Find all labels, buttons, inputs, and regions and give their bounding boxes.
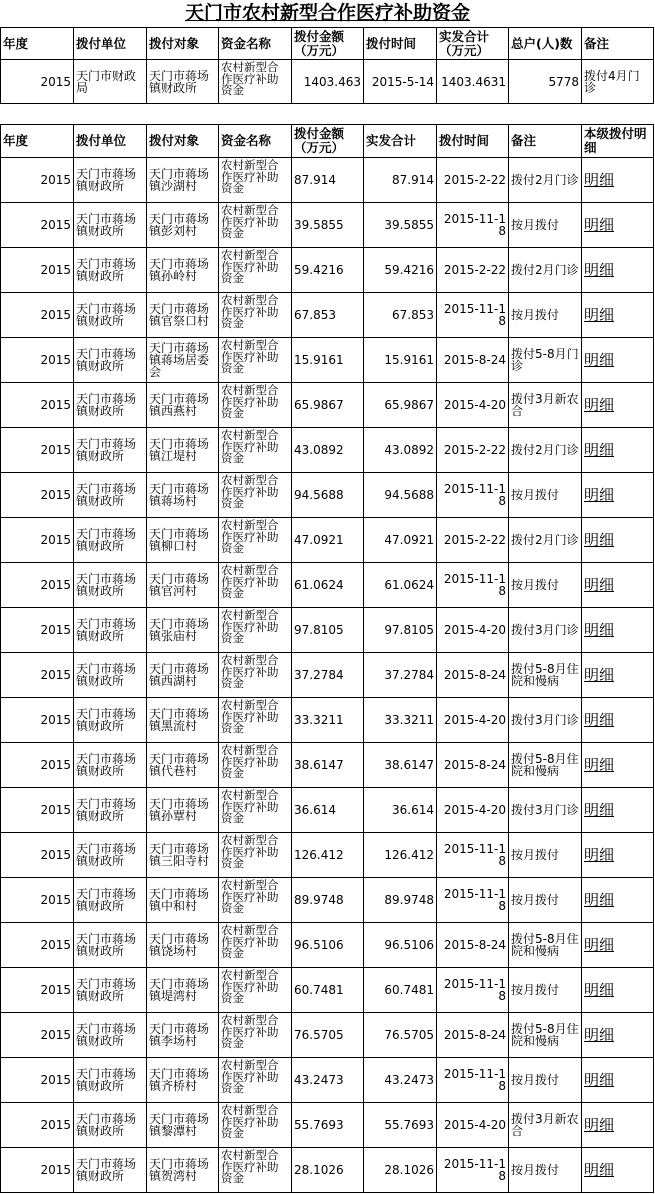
detail-year: 2015	[1, 428, 74, 473]
detail-amount: 47.0921	[292, 518, 364, 563]
detail-unit: 天门市蒋场镇财政所	[74, 878, 147, 923]
detail-date: 2015-8-24	[437, 338, 509, 383]
detail-unit: 天门市蒋场镇财政所	[74, 968, 147, 1013]
summary-row	[1, 60, 654, 104]
detail-note: 拨付5-8月住院和慢病	[509, 1013, 582, 1058]
detail-link-cell	[582, 248, 654, 293]
detail-target: 天门市蒋场镇代巷村	[147, 743, 219, 788]
table-row	[1, 1148, 654, 1193]
detail-header-cell: 拨付对象	[147, 125, 219, 158]
detail-total: 43.0892	[364, 428, 437, 473]
detail-fund: 农村新型合作医疗补助资金	[219, 338, 292, 383]
detail-target: 天门市蒋场镇蒋场居委会	[147, 338, 219, 383]
detail-note: 拨付3月门诊	[509, 788, 582, 833]
detail-amount: 89.9748	[292, 878, 364, 923]
table-row	[1, 698, 654, 743]
detail-year: 2015	[1, 788, 74, 833]
page-title: 天门市农村新型合作医疗补助资金	[184, 2, 470, 24]
detail-header-cell: 本级拨付明细	[582, 125, 654, 158]
detail-link[interactable]: 明细	[584, 395, 615, 414]
detail-header-row	[1, 125, 654, 158]
detail-date: 2015-11-18	[437, 878, 509, 923]
detail-note: 按月拨付	[509, 1148, 582, 1193]
summary-header-cell: 拨付时间	[364, 28, 437, 60]
detail-date: 2015-4-20	[437, 788, 509, 833]
table-row	[1, 563, 654, 608]
detail-link[interactable]: 明细	[584, 350, 615, 369]
detail-link[interactable]: 明细	[584, 755, 615, 774]
detail-amount: 43.2473	[292, 1058, 364, 1103]
detail-amount: 76.5705	[292, 1013, 364, 1058]
detail-date: 2015-4-20	[437, 698, 509, 743]
detail-table	[0, 124, 654, 1193]
summary-header-cell: 年度	[1, 28, 74, 60]
detail-total: 67.853	[364, 293, 437, 338]
detail-link-cell	[582, 203, 654, 248]
detail-target: 天门市蒋场镇官祭口村	[147, 293, 219, 338]
detail-total: 94.5688	[364, 473, 437, 518]
detail-amount: 37.2784	[292, 653, 364, 698]
detail-target: 天门市蒋场镇三阳寺村	[147, 833, 219, 878]
detail-unit: 天门市蒋场镇财政所	[74, 248, 147, 293]
summary-year: 2015	[1, 60, 74, 104]
detail-target: 天门市蒋场镇张庙村	[147, 608, 219, 653]
detail-unit: 天门市蒋场镇财政所	[74, 338, 147, 383]
detail-amount: 87.914	[292, 158, 364, 203]
detail-link-cell	[582, 833, 654, 878]
detail-header-cell: 拨付单位	[74, 125, 147, 158]
table-row	[1, 1103, 654, 1148]
detail-unit: 天门市蒋场镇财政所	[74, 1013, 147, 1058]
detail-amount: 15.9161	[292, 338, 364, 383]
detail-target: 天门市蒋场镇官河村	[147, 563, 219, 608]
detail-date: 2015-8-24	[437, 1013, 509, 1058]
detail-fund: 农村新型合作医疗补助资金	[219, 293, 292, 338]
detail-amount: 38.6147	[292, 743, 364, 788]
detail-total: 60.7481	[364, 968, 437, 1013]
table-row	[1, 1058, 654, 1103]
detail-target: 天门市蒋场镇黎潭村	[147, 1103, 219, 1148]
summary-target: 天门市蒋场镇财政所	[147, 60, 219, 104]
detail-date: 2015-8-24	[437, 743, 509, 788]
detail-target: 天门市蒋场镇贺湾村	[147, 1148, 219, 1193]
detail-note: 拨付2月门诊	[509, 158, 582, 203]
detail-date: 2015-11-18	[437, 833, 509, 878]
detail-fund: 农村新型合作医疗补助资金	[219, 203, 292, 248]
detail-unit: 天门市蒋场镇财政所	[74, 518, 147, 563]
detail-unit: 天门市蒋场镇财政所	[74, 1148, 147, 1193]
detail-total: 97.8105	[364, 608, 437, 653]
detail-date: 2015-11-18	[437, 1058, 509, 1103]
detail-link-cell	[582, 1013, 654, 1058]
detail-link-cell	[582, 653, 654, 698]
detail-total: 89.9748	[364, 878, 437, 923]
detail-unit: 天门市蒋场镇财政所	[74, 473, 147, 518]
detail-date: 2015-2-22	[437, 248, 509, 293]
detail-link-cell	[582, 428, 654, 473]
detail-total: 39.5855	[364, 203, 437, 248]
detail-total: 47.0921	[364, 518, 437, 563]
detail-note: 拨付3月门诊	[509, 698, 582, 743]
detail-note: 按月拨付	[509, 878, 582, 923]
summary-note: 拨付4月门诊	[582, 60, 654, 104]
detail-note: 拨付3月门诊	[509, 608, 582, 653]
summary-header-cell: 资金名称	[219, 28, 292, 60]
detail-link-cell	[582, 878, 654, 923]
detail-link[interactable]: 明细	[584, 890, 615, 909]
detail-link-cell	[582, 743, 654, 788]
detail-unit: 天门市蒋场镇财政所	[74, 158, 147, 203]
detail-link-cell	[582, 698, 654, 743]
detail-note: 拨付5-8月门诊	[509, 338, 582, 383]
detail-link-cell	[582, 293, 654, 338]
detail-link-cell	[582, 473, 654, 518]
detail-header-cell: 年度	[1, 125, 74, 158]
detail-target: 天门市蒋场镇西湖村	[147, 653, 219, 698]
detail-link-cell	[582, 608, 654, 653]
detail-unit: 天门市蒋场镇财政所	[74, 1058, 147, 1103]
table-row	[1, 608, 654, 653]
detail-date: 2015-4-20	[437, 608, 509, 653]
table-row	[1, 428, 654, 473]
detail-fund: 农村新型合作医疗补助资金	[219, 518, 292, 563]
detail-target: 天门市蒋场镇饶场村	[147, 923, 219, 968]
summary-fund: 农村新型合作医疗补助资金	[219, 60, 292, 104]
detail-year: 2015	[1, 653, 74, 698]
detail-total: 96.5106	[364, 923, 437, 968]
detail-date: 2015-4-20	[437, 383, 509, 428]
detail-total: 37.2784	[364, 653, 437, 698]
detail-note: 拨付2月门诊	[509, 518, 582, 563]
summary-total: 1403.4631	[437, 60, 509, 104]
detail-note: 按月拨付	[509, 473, 582, 518]
detail-date: 2015-11-18	[437, 203, 509, 248]
detail-link[interactable]: 明细	[584, 1070, 615, 1089]
detail-fund: 农村新型合作医疗补助资金	[219, 473, 292, 518]
table-row	[1, 518, 654, 563]
detail-link-cell	[582, 383, 654, 428]
detail-year: 2015	[1, 1013, 74, 1058]
detail-year: 2015	[1, 338, 74, 383]
table-row	[1, 1013, 654, 1058]
detail-year: 2015	[1, 608, 74, 653]
detail-year: 2015	[1, 248, 74, 293]
summary-header-cell: 拨付金额（万元）	[292, 28, 364, 60]
detail-link[interactable]: 明细	[584, 665, 615, 684]
detail-year: 2015	[1, 473, 74, 518]
detail-amount: 59.4216	[292, 248, 364, 293]
table-row	[1, 923, 654, 968]
detail-note: 拨付5-8月住院和慢病	[509, 743, 582, 788]
detail-link-cell	[582, 788, 654, 833]
detail-year: 2015	[1, 1103, 74, 1148]
detail-link[interactable]: 明细	[584, 620, 615, 639]
detail-link[interactable]: 明细	[584, 800, 615, 819]
detail-link-cell	[582, 968, 654, 1013]
summary-header-row	[1, 28, 654, 60]
detail-unit: 天门市蒋场镇财政所	[74, 923, 147, 968]
table-row	[1, 338, 654, 383]
detail-target: 天门市蒋场镇堤湾村	[147, 968, 219, 1013]
detail-link-cell	[582, 1103, 654, 1148]
detail-fund: 农村新型合作医疗补助资金	[219, 653, 292, 698]
detail-unit: 天门市蒋场镇财政所	[74, 428, 147, 473]
table-row	[1, 743, 654, 788]
detail-date: 2015-11-18	[437, 293, 509, 338]
detail-link-cell	[582, 1058, 654, 1103]
summary-header-cell: 拨付对象	[147, 28, 219, 60]
detail-year: 2015	[1, 383, 74, 428]
detail-amount: 94.5688	[292, 473, 364, 518]
detail-year: 2015	[1, 518, 74, 563]
detail-link[interactable]: 明细	[584, 170, 615, 189]
detail-target: 天门市蒋场镇齐桥村	[147, 1058, 219, 1103]
detail-year: 2015	[1, 878, 74, 923]
detail-total: 43.2473	[364, 1058, 437, 1103]
detail-link[interactable]: 明细	[584, 215, 615, 234]
detail-link-cell	[582, 1148, 654, 1193]
detail-target: 天门市蒋场镇蒋场村	[147, 473, 219, 518]
detail-total: 55.7693	[364, 1103, 437, 1148]
detail-link-cell	[582, 923, 654, 968]
detail-amount: 67.853	[292, 293, 364, 338]
detail-fund: 农村新型合作医疗补助资金	[219, 563, 292, 608]
detail-amount: 39.5855	[292, 203, 364, 248]
detail-total: 28.1026	[364, 1148, 437, 1193]
detail-amount: 55.7693	[292, 1103, 364, 1148]
detail-target: 天门市蒋场镇西燕村	[147, 383, 219, 428]
table-row	[1, 203, 654, 248]
detail-unit: 天门市蒋场镇财政所	[74, 833, 147, 878]
detail-note: 拨付3月新农合	[509, 383, 582, 428]
detail-link[interactable]: 明细	[584, 260, 615, 279]
detail-total: 59.4216	[364, 248, 437, 293]
detail-fund: 农村新型合作医疗补助资金	[219, 383, 292, 428]
detail-unit: 天门市蒋场镇财政所	[74, 698, 147, 743]
detail-header-cell: 资金名称	[219, 125, 292, 158]
detail-header-cell: 拨付时间	[437, 125, 509, 158]
detail-unit: 天门市蒋场镇财政所	[74, 563, 147, 608]
detail-fund: 农村新型合作医疗补助资金	[219, 248, 292, 293]
detail-total: 87.914	[364, 158, 437, 203]
summary-header-cell: 总户(人)数	[509, 28, 582, 60]
detail-amount: 43.0892	[292, 428, 364, 473]
detail-year: 2015	[1, 833, 74, 878]
detail-year: 2015	[1, 923, 74, 968]
detail-note: 按月拨付	[509, 1058, 582, 1103]
table-row	[1, 878, 654, 923]
detail-fund: 农村新型合作医疗补助资金	[219, 923, 292, 968]
detail-year: 2015	[1, 968, 74, 1013]
table-row	[1, 653, 654, 698]
detail-total: 61.0624	[364, 563, 437, 608]
detail-header-cell: 实发合计	[364, 125, 437, 158]
detail-target: 天门市蒋场镇孙覃村	[147, 788, 219, 833]
detail-amount: 33.3211	[292, 698, 364, 743]
table-row	[1, 293, 654, 338]
detail-fund: 农村新型合作医疗补助资金	[219, 878, 292, 923]
detail-link-cell	[582, 338, 654, 383]
detail-target: 天门市蒋场镇黑流村	[147, 698, 219, 743]
detail-year: 2015	[1, 1058, 74, 1103]
detail-total: 65.9867	[364, 383, 437, 428]
detail-unit: 天门市蒋场镇财政所	[74, 293, 147, 338]
detail-year: 2015	[1, 293, 74, 338]
detail-link[interactable]: 明细	[584, 575, 615, 594]
detail-fund: 农村新型合作医疗补助资金	[219, 698, 292, 743]
detail-date: 2015-8-24	[437, 653, 509, 698]
detail-link[interactable]: 明细	[584, 980, 615, 999]
detail-note: 按月拨付	[509, 203, 582, 248]
detail-header-cell: 拨付金额（万元）	[292, 125, 364, 158]
detail-fund: 农村新型合作医疗补助资金	[219, 833, 292, 878]
detail-unit: 天门市蒋场镇财政所	[74, 203, 147, 248]
table-row	[1, 833, 654, 878]
table-row	[1, 968, 654, 1013]
detail-date: 2015-2-22	[437, 428, 509, 473]
detail-date: 2015-2-22	[437, 158, 509, 203]
detail-total: 33.3211	[364, 698, 437, 743]
summary-header-cell: 拨付单位	[74, 28, 147, 60]
table-row	[1, 383, 654, 428]
detail-link-cell	[582, 158, 654, 203]
detail-link[interactable]: 明细	[584, 1160, 615, 1179]
detail-note: 按月拨付	[509, 968, 582, 1013]
detail-link[interactable]: 明细	[584, 845, 615, 864]
detail-year: 2015	[1, 203, 74, 248]
detail-fund: 农村新型合作医疗补助资金	[219, 608, 292, 653]
detail-target: 天门市蒋场镇沙湖村	[147, 158, 219, 203]
detail-amount: 36.614	[292, 788, 364, 833]
detail-fund: 农村新型合作医疗补助资金	[219, 1103, 292, 1148]
detail-date: 2015-8-24	[437, 923, 509, 968]
detail-unit: 天门市蒋场镇财政所	[74, 788, 147, 833]
detail-header-cell: 备注	[509, 125, 582, 158]
detail-unit: 天门市蒋场镇财政所	[74, 1103, 147, 1148]
detail-note: 拨付2月门诊	[509, 248, 582, 293]
detail-fund: 农村新型合作医疗补助资金	[219, 968, 292, 1013]
detail-link[interactable]: 明细	[584, 485, 615, 504]
detail-target: 天门市蒋场镇彭刘村	[147, 203, 219, 248]
detail-year: 2015	[1, 698, 74, 743]
detail-link[interactable]: 明细	[584, 935, 615, 954]
detail-note: 按月拨付	[509, 833, 582, 878]
table-row	[1, 248, 654, 293]
detail-amount: 96.5106	[292, 923, 364, 968]
detail-year: 2015	[1, 743, 74, 788]
detail-unit: 天门市蒋场镇财政所	[74, 743, 147, 788]
summary-count: 5778	[509, 60, 582, 104]
detail-date: 2015-11-18	[437, 473, 509, 518]
detail-total: 126.412	[364, 833, 437, 878]
detail-date: 2015-11-18	[437, 968, 509, 1013]
detail-link[interactable]: 明细	[584, 710, 615, 729]
detail-link-cell	[582, 518, 654, 563]
detail-target: 天门市蒋场镇李场村	[147, 1013, 219, 1058]
detail-fund: 农村新型合作医疗补助资金	[219, 158, 292, 203]
detail-amount: 61.0624	[292, 563, 364, 608]
detail-unit: 天门市蒋场镇财政所	[74, 608, 147, 653]
detail-target: 天门市蒋场镇柳口村	[147, 518, 219, 563]
summary-unit: 天门市财政局	[74, 60, 147, 104]
detail-total: 15.9161	[364, 338, 437, 383]
detail-unit: 天门市蒋场镇财政所	[74, 653, 147, 698]
detail-date: 2015-4-20	[437, 1103, 509, 1148]
detail-link[interactable]: 明细	[584, 305, 615, 324]
detail-note: 按月拨付	[509, 563, 582, 608]
table-row	[1, 158, 654, 203]
detail-note: 拨付5-8月住院和慢病	[509, 923, 582, 968]
detail-link-cell	[582, 563, 654, 608]
detail-fund: 农村新型合作医疗补助资金	[219, 1013, 292, 1058]
detail-year: 2015	[1, 563, 74, 608]
detail-amount: 28.1026	[292, 1148, 364, 1193]
detail-fund: 农村新型合作医疗补助资金	[219, 1058, 292, 1103]
detail-link[interactable]: 明细	[584, 1025, 615, 1044]
detail-fund: 农村新型合作医疗补助资金	[219, 1148, 292, 1193]
detail-link[interactable]: 明细	[584, 530, 615, 549]
detail-link[interactable]: 明细	[584, 440, 615, 459]
summary-header-cell: 实发合计（万元）	[437, 28, 509, 60]
detail-fund: 农村新型合作医疗补助资金	[219, 428, 292, 473]
summary-amount: 1403.463	[292, 60, 364, 104]
detail-amount: 60.7481	[292, 968, 364, 1013]
table-row	[1, 788, 654, 833]
detail-note: 拨付2月门诊	[509, 428, 582, 473]
detail-date: 2015-2-22	[437, 518, 509, 563]
detail-date: 2015-11-18	[437, 563, 509, 608]
detail-body	[1, 158, 654, 1193]
detail-note: 拨付5-8月住院和慢病	[509, 653, 582, 698]
detail-note: 按月拨付	[509, 293, 582, 338]
detail-note: 拨付3月新农合	[509, 1103, 582, 1148]
detail-target: 天门市蒋场镇孙岭村	[147, 248, 219, 293]
detail-amount: 126.412	[292, 833, 364, 878]
detail-date: 2015-11-18	[437, 1148, 509, 1193]
detail-total: 38.6147	[364, 743, 437, 788]
summary-date: 2015-5-14	[364, 60, 437, 104]
detail-link[interactable]: 明细	[584, 1115, 615, 1134]
detail-amount: 97.8105	[292, 608, 364, 653]
table-row	[1, 473, 654, 518]
detail-total: 36.614	[364, 788, 437, 833]
summary-table	[0, 27, 654, 104]
detail-target: 天门市蒋场镇江堤村	[147, 428, 219, 473]
detail-year: 2015	[1, 158, 74, 203]
detail-target: 天门市蒋场镇中和村	[147, 878, 219, 923]
detail-amount: 65.9867	[292, 383, 364, 428]
detail-year: 2015	[1, 1148, 74, 1193]
detail-fund: 农村新型合作医疗补助资金	[219, 788, 292, 833]
detail-total: 76.5705	[364, 1013, 437, 1058]
detail-unit: 天门市蒋场镇财政所	[74, 383, 147, 428]
summary-header-cell: 备注	[582, 28, 654, 60]
detail-fund: 农村新型合作医疗补助资金	[219, 743, 292, 788]
